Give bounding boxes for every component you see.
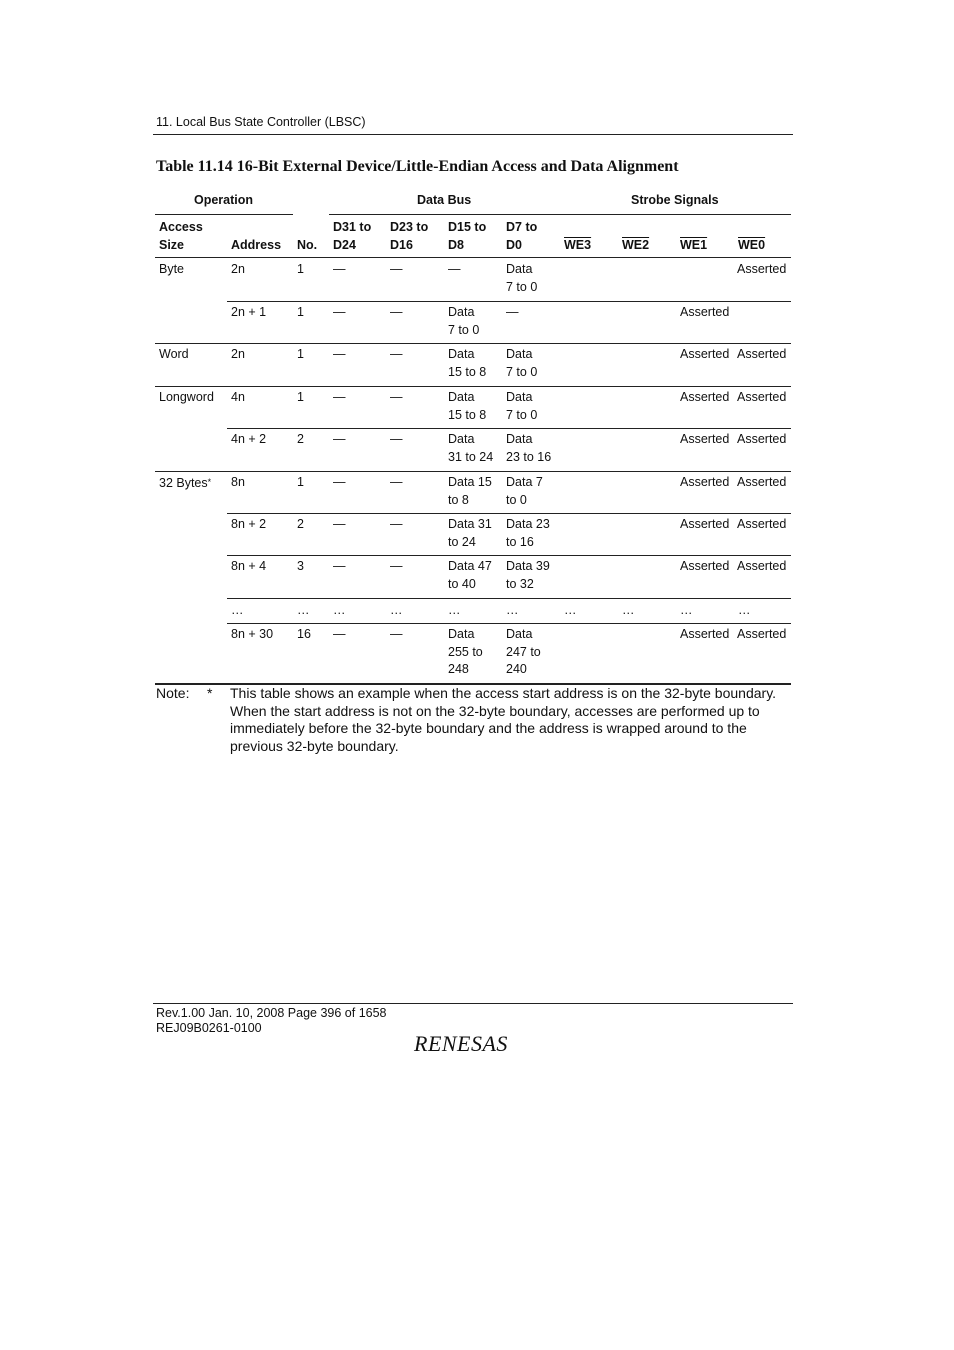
table-cell-d15: Data 31 to 24: [448, 517, 492, 549]
table-cell-d15: Data 31 to 24: [448, 432, 494, 464]
footer-revision: Rev.1.00 Jan. 10, 2008 Page 396 of 1658: [156, 1006, 387, 1020]
table-cell-d31: —: [333, 262, 346, 276]
row-rule: [155, 386, 791, 387]
operation-rule: [155, 214, 293, 215]
table-cell-d31: —: [333, 559, 346, 573]
row-rule: [227, 428, 791, 429]
table-cell-d7: …: [506, 603, 519, 617]
note-label: Note:: [156, 685, 190, 701]
col-d7-d0: [506, 218, 537, 254]
table-cell-we0: Asserted: [737, 347, 787, 361]
col-d7-label-1: D7 to: [506, 220, 538, 234]
table-cell-no: 2: [297, 517, 304, 531]
table-cell-d23: —: [390, 390, 403, 404]
table-cell-we0: Asserted: [737, 475, 787, 489]
table-cell-d31: —: [333, 305, 346, 319]
table-cell-d15: Data 15 to 8: [448, 475, 492, 507]
table-cell-addr: 4n + 2: [231, 432, 267, 446]
table-cell-d31: —: [333, 347, 346, 361]
table-cell-d23: —: [390, 517, 403, 531]
table-cell-no: …: [297, 603, 310, 617]
table-cell-no: 3: [297, 559, 304, 573]
table-cell-d23: —: [390, 262, 403, 276]
table-cell-d31: —: [333, 517, 346, 531]
table-cell-no: 1: [297, 475, 304, 489]
table-cell-addr: 2n: [231, 347, 245, 361]
table-cell-no: 1: [297, 305, 304, 319]
col-d15-label-1: D15 to: [448, 220, 487, 234]
col-we1: WE1: [680, 238, 708, 252]
col-d31-d24: [333, 218, 371, 254]
table-cell-we1: Asserted: [680, 390, 730, 404]
table-cell-d7: Data 23 to 16: [506, 517, 550, 549]
table-cell-d23: —: [390, 627, 403, 641]
table-cell-d15: …: [448, 603, 461, 617]
table-cell-we1: …: [680, 603, 693, 617]
col-address: Address: [231, 238, 282, 252]
col-d31-label-1: D31 to: [333, 220, 372, 234]
table-cell-we1: Asserted: [680, 559, 730, 573]
table-cell-size: 32 Bytes*: [159, 476, 212, 490]
table-cell-we0: Asserted: [737, 517, 787, 531]
table-cell-we2: …: [622, 603, 635, 617]
table-cell-no: 1: [297, 390, 304, 404]
table-cell-d23: —: [390, 347, 403, 361]
page-header: 11. Local Bus State Controller (LBSC): [156, 115, 366, 129]
table-caption: Table 11.14 16-Bit External Device/Little-Endian Access and Data Alignment: [156, 158, 679, 175]
col-d15-label-2: D8: [448, 238, 464, 252]
table-cell-we1: Asserted: [680, 305, 730, 319]
table-cell-we1: Asserted: [680, 347, 730, 361]
header-bottom-rule: [155, 257, 791, 258]
table-cell-d31: —: [333, 432, 346, 446]
col-we2: WE2: [622, 238, 650, 252]
table-cell-we1: Asserted: [680, 432, 730, 446]
table-cell-addr: …: [231, 603, 244, 617]
table-cell-addr: 8n + 4: [231, 559, 267, 573]
table-cell-d23: —: [390, 432, 403, 446]
group-strobe-signals: Strobe Signals: [631, 193, 719, 207]
table-cell-d7: Data 23 to 16: [506, 432, 552, 464]
table-cell-d23: —: [390, 305, 403, 319]
table-cell-we0: Asserted: [737, 262, 787, 276]
table-cell-addr: 8n + 2: [231, 517, 267, 531]
table-cell-d23: —: [390, 475, 403, 489]
table-cell-addr: 8n + 30: [231, 627, 274, 641]
table-cell-d15: —: [448, 262, 461, 276]
table-cell-size: Word: [159, 347, 189, 361]
footer-rule: [153, 1003, 793, 1004]
table-cell-d15: Data 7 to 0: [448, 305, 480, 337]
table-cell-we1: Asserted: [680, 475, 730, 489]
table-cell-addr: 8n: [231, 475, 245, 489]
table-cell-d15: Data 255 to 248: [448, 627, 483, 676]
table-cell-we1: Asserted: [680, 517, 730, 531]
note-mark: *: [207, 685, 213, 701]
table-cell-d31: …: [333, 603, 346, 617]
databus-strobe-rule: [329, 214, 791, 215]
row-rule: [227, 623, 791, 624]
table-cell-no: 16: [297, 627, 311, 641]
table-cell-d7: Data 7 to 0: [506, 262, 538, 294]
row-rule: [155, 471, 791, 472]
table-cell-no: 2: [297, 432, 304, 446]
col-we3: WE3: [564, 238, 592, 252]
table-cell-we0: Asserted: [737, 432, 787, 446]
table-cell-no: 1: [297, 347, 304, 361]
table-cell-we1: Asserted: [680, 627, 730, 641]
table-cell-d7: Data 7 to 0: [506, 390, 538, 422]
table-cell-d31: —: [333, 627, 346, 641]
table-cell-d7: —: [506, 305, 519, 319]
col-access-label: Access: [159, 220, 203, 234]
table-cell-d7: Data 7 to 0: [506, 347, 538, 379]
table-cell-we0: …: [738, 603, 751, 617]
table-cell-d7: Data 7 to 0: [506, 475, 543, 507]
table-cell-d7: Data 247 to 240: [506, 627, 541, 676]
header-rule: [153, 134, 793, 135]
renesas-logo: RENESAS: [414, 1031, 508, 1056]
table-cell-we0: Asserted: [737, 390, 787, 404]
table-cell-size: Byte: [159, 262, 185, 276]
col-no: No.: [297, 238, 318, 252]
table-cell-d15: Data 47 to 40: [448, 559, 492, 591]
table-cell-we3: …: [564, 603, 577, 617]
table-cell-d23: —: [390, 559, 403, 573]
col-d23-d16: [390, 218, 428, 254]
row-rule: [227, 598, 791, 599]
group-operation: Operation: [194, 193, 254, 207]
row-rule: [227, 513, 791, 514]
col-d23-label-2: D16: [390, 238, 413, 252]
col-access-size: [159, 218, 203, 254]
table-cell-size: Longword: [159, 390, 214, 404]
table-cell-addr: 4n: [231, 390, 245, 404]
table-cell-d31: —: [333, 475, 346, 489]
table-cell-d15: Data 15 to 8: [448, 347, 487, 379]
row-rule: [227, 301, 791, 302]
table-cell-addr: 2n + 1: [231, 305, 267, 319]
col-size-label: Size: [159, 238, 185, 252]
table-cell-no: 1: [297, 262, 304, 276]
row-rule: [227, 555, 791, 556]
table-cell-we0: Asserted: [737, 627, 787, 641]
footnote-mark: *: [207, 477, 212, 487]
group-data-bus: Data Bus: [417, 193, 472, 207]
table-cell-d15: Data 15 to 8: [448, 390, 487, 422]
col-d7-label-2: D0: [506, 238, 522, 252]
col-d15-d8: [448, 218, 486, 254]
table-cell-d7: Data 39 to 32: [506, 559, 550, 591]
note-text: This table shows an example when the access start address is on the 32-byte boundary. When the start address is not on the 32-byte boundary, accesses are performed up to immediately before the 32-byte boundary and the address is wrapped around to the previous 32-byte boundary.: [230, 685, 777, 754]
col-d31-label-2: D24: [333, 238, 356, 252]
table-cell-d23: …: [390, 603, 403, 617]
table-cell-d31: —: [333, 390, 346, 404]
table-cell-addr: 2n: [231, 262, 245, 276]
col-d23-label-1: D23 to: [390, 220, 429, 234]
footer-doc-number: REJ09B0261-0100: [156, 1021, 262, 1035]
table-cell-we0: Asserted: [737, 559, 787, 573]
row-rule: [155, 343, 791, 344]
col-we0: WE0: [738, 238, 766, 252]
